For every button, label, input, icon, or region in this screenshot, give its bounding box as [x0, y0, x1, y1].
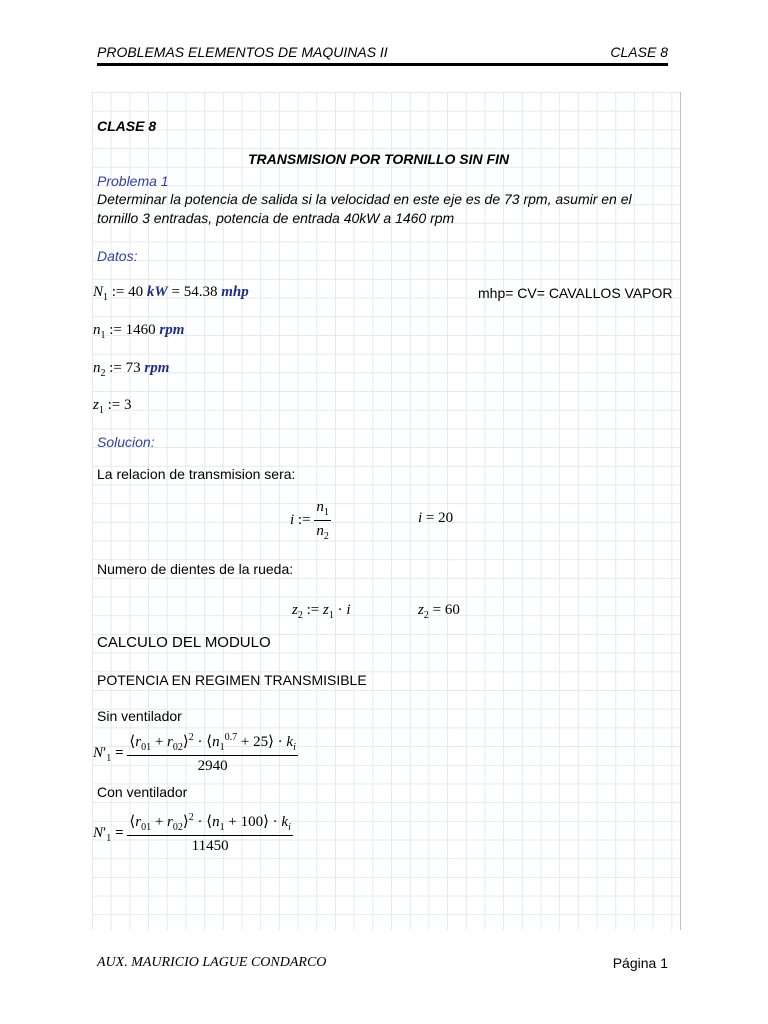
modulo-heading: CALCULO DEL MODULO [97, 634, 271, 651]
rpm2-value: 73 [125, 360, 141, 376]
dientes-text: Numero de dientes de la rueda: [97, 561, 294, 577]
eq-ratio-definition: i := $\frac{n_1}{n_2}$ [290, 499, 329, 542]
rpm1-unit: rpm [159, 322, 185, 338]
eq-ratio-result: i = 20 [418, 510, 454, 526]
footer-page-number: Página 1 [612, 955, 668, 971]
ratio-value: 20 [438, 510, 454, 526]
constant-25: 25 [253, 734, 269, 750]
eq-worm-starts: $z_1$ := 3 [93, 397, 132, 416]
z1-value: 3 [123, 397, 132, 413]
con-ventilador-label: Con ventilador [97, 784, 188, 800]
eq-wheel-teeth-result: $z_2 = 60$ [418, 602, 460, 621]
eq-wheel-teeth-definition: $z_2$ := $z_1 \cdot i$ [292, 602, 351, 621]
n1-equiv-unit: mhp [221, 284, 249, 300]
n1-equiv-value: 54.38 [183, 284, 218, 300]
class-title: CLASE 8 [97, 118, 157, 134]
eq-power-without-fan: $N'_1$ = $\frac{⟨r_{01} + r_{02}⟩^2 \cdot ⟨n_1^{0.7} + 25⟩ \cdot k_i}{2940}$ [93, 732, 296, 774]
problem-statement-line2: tornillo 3 entradas, potencia de entrada 40kW a 1460 rpm [97, 210, 455, 226]
header-class-number: CLASE 8 [610, 44, 668, 60]
constant-100: 100 [240, 814, 264, 830]
rpm1-value: 1460 [125, 322, 156, 338]
n1-value: 40 [128, 284, 144, 300]
eq-power-input: $N_1$ := 40 kW = 54.38 mhp [93, 284, 249, 303]
exponent-07: 0.7 [224, 732, 238, 743]
solucion-label: Solucion: [97, 434, 155, 450]
denominator-2940: 2940 [197, 758, 228, 774]
rpm2-unit: rpm [144, 360, 170, 376]
sin-ventilador-label: Sin ventilador [97, 708, 182, 724]
denominator-11450: 11450 [191, 838, 229, 854]
potencia-heading: POTENCIA EN REGIMEN TRANSMISIBLE [97, 672, 367, 688]
mhp-note: mhp= CV= CAVALLOS VAPOR [478, 285, 673, 301]
z2-value: 60 [444, 602, 460, 618]
relacion-text: La relacion de transmision sera: [97, 466, 296, 482]
problem-label: Problema 1 [97, 173, 169, 189]
page-header [97, 44, 668, 64]
n1-unit: kW [146, 284, 168, 300]
section-title: TRANSMISION POR TORNILLO SIN FIN [248, 151, 510, 167]
datos-label: Datos: [97, 248, 138, 264]
header-course-title: PROBLEMAS ELEMENTOS DE MAQUINAS II [97, 44, 388, 60]
eq-speed-input: $n_1$ := 1460 rpm [93, 322, 185, 341]
header-rule [97, 63, 668, 66]
problem-statement-line1: Determinar la potencia de salida si la velocidad en este eje es de 73 rpm, asumir en el [97, 191, 632, 207]
footer-author: AUX. MAURICIO LAGUE CONDARCO [97, 955, 327, 970]
eq-power-with-fan: $N'_1$ = $\frac{⟨r_{01} + r_{02}⟩^2 \cdot ⟨n_1 + 100⟩ \cdot k_i}{11450}$ [93, 812, 291, 854]
eq-speed-output: $n_2$ := 73 rpm [93, 360, 170, 379]
